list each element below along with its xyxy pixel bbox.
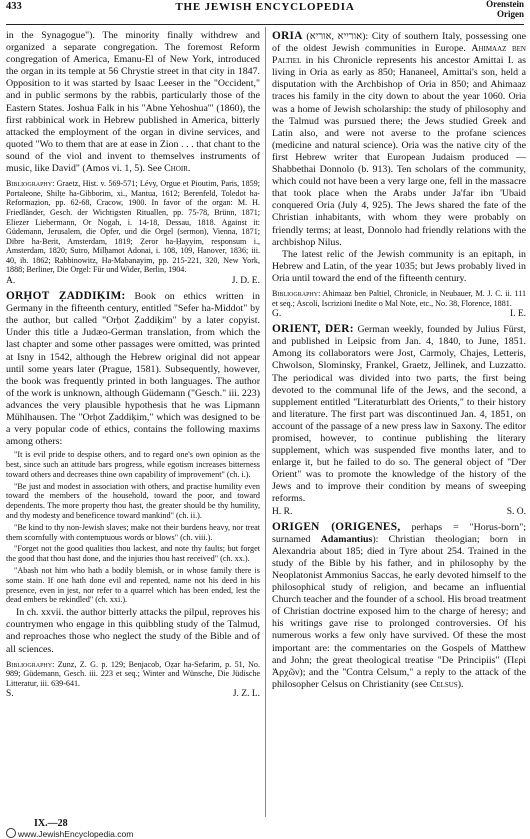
bibliography-orhot: Bibliography: Zunz, Z. G. p. 129; Benjacob, Oẓar ha-Sefarim, p. 51, No. 989; Güdemann, Gesch. iii. 223 et seq.; Winter and Wünsche, Die Jüdische Litteratur, iii. 639-641. — [6, 659, 260, 688]
entry-heading: ORIENT, DER: — [272, 323, 354, 336]
running-head — [486, 0, 524, 19]
site-watermark[interactable]: www.JewishEncyclopedia.com — [6, 828, 133, 839]
running-head-last: Origen — [497, 8, 524, 19]
adamantius-name: Adamantius — [320, 533, 373, 545]
bibliography-oria: Bibliography: Ahimaaz ben Paltiel, Chronicle, in Neubauer, M. J. C. ii. 111 et seq.; Ascoli, Iscrizioni Inedite o Mal Note, etc., No. 38, Florence, 1881. — [272, 288, 527, 308]
running-head-first: Orenstein — [486, 0, 524, 9]
globe-icon — [6, 828, 16, 838]
header-rule — [6, 24, 524, 25]
orient-article: ORIENT, DER: German weekly, founded by Julius Fürst, and published in Leipsic from Jan. 4, 1840, to June, 1851. Among its collaborators were Jost, Carmoly, Chajes, Letteris, Chwolson, Slominsky, Frankel, Graetz, Jellinek, and Luzzatto. The periodical was divided into two parts, the first being devoted to the communal life of the Jews, and the second, a supplement entitled "Literaturblatt des Orients," to their history and literature. The first part was discontinued Jan. 4, 1851, on account of the passage of a new press law in Saxony. The editor promised, however, to continue publishing the literary supplement, which was suspended five months later, and to enlarge it, but he failed to do so. The general object of "Der Orient" was to promote the knowledge of the history of the Jews and to improve their condition by means of sweeping reforms. — [272, 323, 527, 505]
page-footer — [6, 818, 524, 838]
maxim-quote: "Be just and modest in association with others, and practise humility even toward the members of the household, toward the poor, and toward dependents. The more property thou hast, the greater should be thy humility, and thy modesty and beneficence toward mankind" (ch. ii.). — [6, 481, 260, 521]
entry-heading: ORIA — [272, 30, 303, 42]
oria-article: ORIA (אורייא ,אוריא): City of southern Italy, possessing one of the oldest Jewish communities in Europe. Ahimaaz ben Paltiel in his Chronicle represents his ancestor Amittai I. as living in Oria as early as 850; Hananeel, Amittai's son, held a disputation with the Archbishop of Oria in 850; and Ahimaaz traces his family in the city down to about the year 1060. Oria was a home of Jewish scholarship: the study of philosophy and the Talmud was pursued there; the Jews studied Greek and Latin also, and were not averse to the profane sciences (medicine and natural science). Oria was the native city of the first Hebrew writer that European Judaism produced — Shabbethai Donnolo (b. 913). Ten scholars of the community, which could not have been a very large one, fell in the massacre that took place when the Arabs under Ja'far ibn 'Ubaid conquered Oria (July 4, 925). The Jews shared the fate of the Christian inhabitants, with whom they were probably on friendly terms; at least, Donnolo had friendly relations with the archbishop Nilus. — [272, 30, 526, 248]
signature-orhot: S. J. Z. L. — [6, 689, 260, 700]
left-column — [6, 30, 260, 703]
origen-article: ORIGEN (ORIGENES, perhaps = "Horus-born"; surnamed Adamantius): Christian theologian; born in Alexandria about 185; died in Tyre about 254. Trained in the study of the Bible by his father, and in philosophy by the Neoplatonist Ammonius Saccas, he early devoted himself to the philosophical study of religion, and became an influential Church teacher and the founder of a school. His broad treatment of Christian doctrine exposed him to the charge of heresy; and his writings gave rise to prolonged controversies. Of his numerous works a few only have survived. Of these the most important are: the commentaries on the Gospels of Matthew and John; the great theological treatise "De Principiis" (Περὶ Ἀρχῶν); and the "Contra Celsum," a reply to the attack of the philosopher Celsus on Christianity (see Celsus). — [272, 520, 526, 690]
signature-oria: G. I. E. — [272, 309, 526, 320]
page-number: 433 — [6, 1, 22, 12]
bibliography-organ: Bibliography: Graetz, Hist. v. 569-571; Lévy, Orgue et Pioutim, Paris, 1859; Portaleone, Shilṭe ha-Gibborim, xi., Mantua, 1612; Berenfeld, Toledot ha-Reformaẓion, pp. 62-68, Cracow, 1900. In favor of the organ: M. H. Friedländer, Gesch. der Wichtigsten Rituallen, pp. 75-78, Brünn, 1871; Eliezer Liebermann, Or Nogah, i. 14-18, Dessau, 1818. Against it: Güdemann, Jerusalem, die Opfer, und die Orgel (sermon), Vienna, 1871; Dibre ha-Berit, Amsterdam, 1819; Ẓeror ha-Ḥayyim, responsum i., Amsterdam, 1820; Sutro, Milḥamot Adonai, i. 108, 109, Hanover, 1836; iii. 40, ib. 1862; Rabbinowitz, Ha-Mabanayim, pp. 215-221, 320, New York, 1888; Berliner, Die Orgel: Für und Wider, Berlin, 1904. — [6, 179, 260, 275]
page-header — [6, 0, 524, 24]
pilpul-paragraph: In ch. xxvii. the author bitterly attacks the pilpul, reproves his countrymen who engage in this quibbling study of the Talmud, and reproaches those who neglect the study of the Bible and of all sciences. — [6, 607, 260, 655]
entry-heading: ORḤOT ẒADDIḲIM: — [6, 290, 126, 303]
signature-orient: H. R. S. O. — [272, 506, 526, 517]
see-choir-link[interactable]: Choir. — [164, 163, 191, 175]
entry-heading: ORIGEN (ORIGENES, — [272, 520, 401, 533]
maxim-quote: "Abash not him who hath a bodily blemish, or in whose family there is some stain. If one hath done evil and repented, name not his deed in his presence, even in jest, nor refer to a quarrel which has been ended, lest the dead embers be rekindled" (ch. xxi.). — [6, 566, 260, 605]
see-celsus-link[interactable]: Celsus — [429, 678, 458, 690]
maxim-quote: "Be kind to thy non-Jewish slaves; make not their burdens heavy, nor treat them scornfully with contemptuous words or blows" (ch. viii.). — [6, 522, 260, 542]
signature-mark: IX.—28 — [34, 818, 68, 829]
signature-organ: A. J. D. E. — [6, 276, 260, 287]
maxim-quote: "It is evil pride to despise others, and to regard one's own opinion as the best, since such an attitude bars progress, while egotism increases bitterness toward others and decreases thine own capability of improvement" (ch. i.). — [6, 450, 260, 479]
ahimaaz-link[interactable]: Ahimaaz ben Paltiel — [272, 43, 526, 67]
column-divider — [265, 27, 266, 817]
right-column — [272, 30, 526, 691]
maxim-quote: "Forget not the good qualities thou lackest, and note thy faults; but forget the good that thou hast done, and the injuries thou hast received" (ch. xx.). — [6, 544, 260, 564]
hebrew-name: (אורייא ,אוריא): — [306, 31, 369, 42]
oria-epitaph-paragraph: The latest relic of the Jewish community is an epitaph, in Hebrew and Latin, of the year 1035; but Jews probably lived in Oria until toward the end of the fifteenth century. — [272, 248, 526, 284]
orhot-zaddikim-article: ORḤOT ẒADDIḲIM: Book on ethics written in Germany in the fifteenth century, entitled "Sefer ha-Middot" by the author, but called "Orḥot Ẓaddiḳim" by a later copyist. Under this title a Judæo-German translation, from which the last chapter and some other passages were omitted, was printed at Isny in 1542, although the Hebrew original did not appear until some years later (Prague, 1581). Subsequently, however, the book was frequently printed in both languages. The author of the work is unknown, although Güdemann ("Gesch." iii. 223) advances the very plausible hypothesis that he was Lipmann Mühlhausen. The "Orḥot Ẓaddiḳim," which was designed to be a very popular code of ethics, contains the following maxims among others: — [6, 290, 260, 448]
organ-article-continuation: in the Synagogue"). The minority finally withdrew and organized a separate congregation. The foremost Reform congregation of America, Emanu-El of New York, introduced the organ in its temple at 56 Chrystie street in that city in 1847. Opposition to it was started by Isaac Leeser in the "Occident," and in public sermons by the rabbis, particularly those of the Eastern States. Joshua Falk in his "Abne Yehoshua'" (1860), the first rabbinical work in Hebrew published in America, bitterly attacked the employment of the organ in divine services, and quoted "Wo to them that are at ease in Zion . . . that chant to the sound of the viol and invent to themselves instruments of music, like David" (Amos vi. 1, 5). See Choir. — [6, 30, 260, 175]
running-title: THE JEWISH ENCYCLOPEDIA — [175, 1, 355, 13]
